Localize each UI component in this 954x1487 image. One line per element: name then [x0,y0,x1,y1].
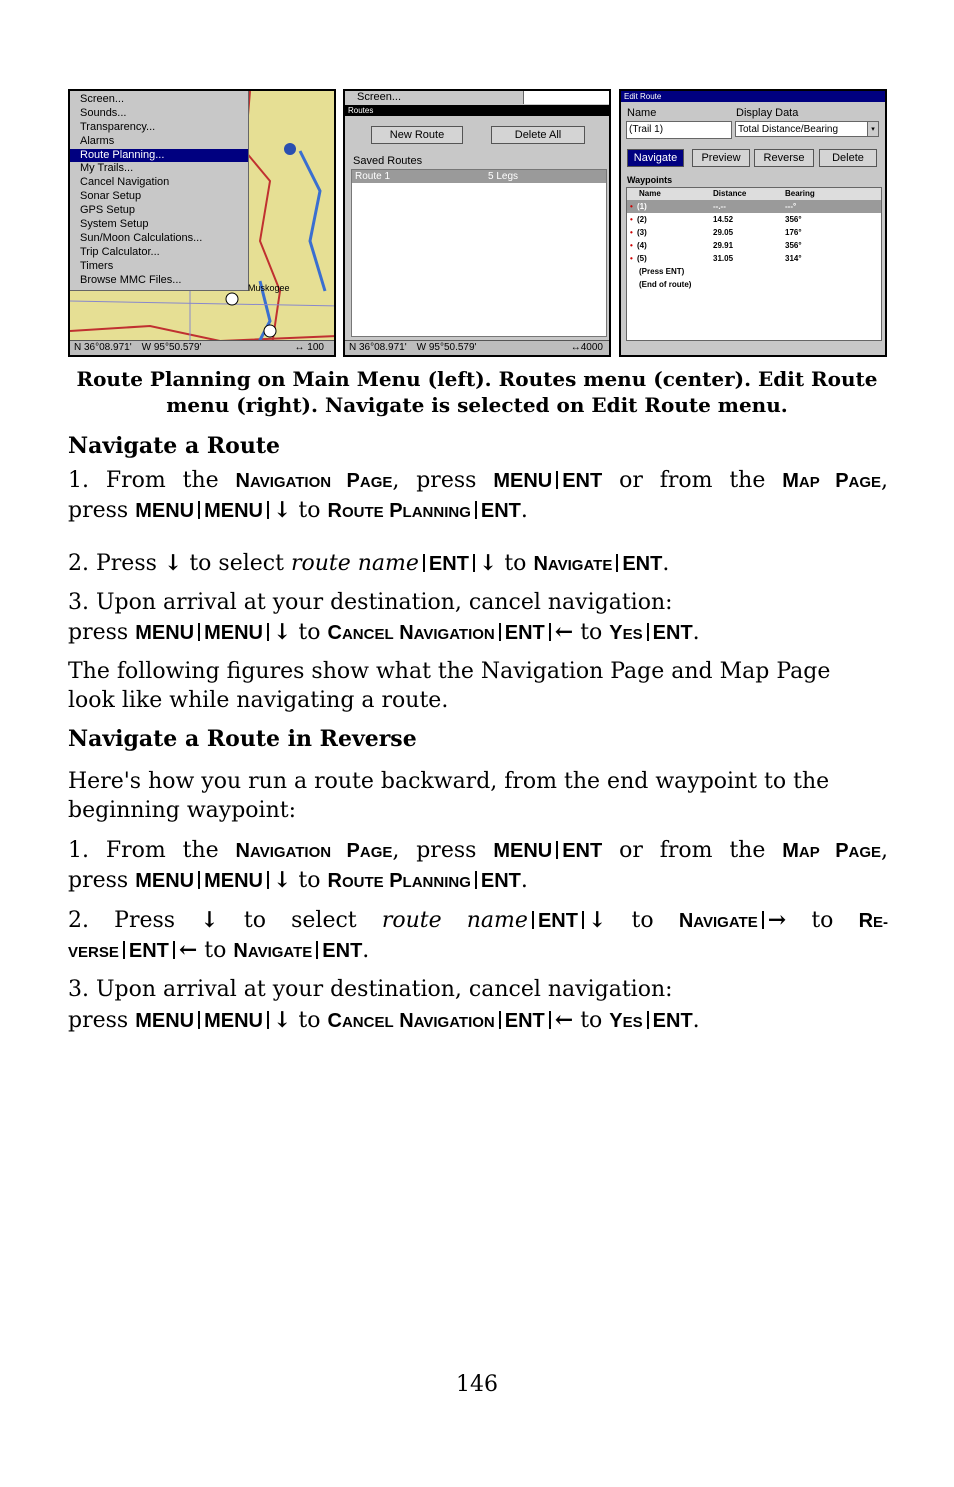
end-of-route-row: (End of route) [639,280,692,289]
chevron-down-icon: ▾ [867,122,878,136]
s1-step1-line2: press MENU MENU ↓ to ROUTE PLANNING ENT. [68,497,528,523]
saved-routes-label: Saved Routes [353,155,423,167]
menu-item[interactable]: Trip Calculator... [80,245,160,258]
s1-step3-line1: 3. Upon arrival at your destination, cancel navigation: [68,590,673,615]
waypoint-distance: 31.05 [713,254,734,263]
table-header [627,188,881,200]
route-name: Route 1 [355,171,391,182]
menu-item[interactable]: Transparency... [80,120,156,133]
navigate-button[interactable]: Navigate [627,149,684,167]
main-menu [70,91,249,291]
map-strip [523,91,611,104]
waypoint-distance: 14.52 [713,215,734,224]
s1-paragraph: The following figures show what the Navigation Page and Map Page look like while navigating a route. [68,659,831,713]
waypoint-dot-icon: • [630,254,633,263]
s2-step2-line2: VERSE ENT ← to NAVIGATE ENT. [68,937,370,963]
delete-all-button[interactable]: Delete All [491,126,585,144]
s2-step1-line1: 1. From the NAVIGATION PAGE, press MENU ENT or from the MAP PAGE, [68,838,889,863]
s2-intro: Here's how you run a route backward, from the end waypoint to the beginning waypoint: [68,769,830,823]
delete-button[interactable]: Delete [819,149,877,167]
route-row[interactable] [352,170,606,183]
status-latitude: N 36°08.971' [349,342,407,353]
preview-button[interactable]: Preview [692,149,750,167]
status-zoom: ↔4000 [570,342,603,353]
status-bar [70,340,334,355]
heading-navigate-route-reverse: Navigate a Route in Reverse [68,726,417,752]
s2-step3-line1: 3. Upon arrival at your destination, cancel navigation: [68,977,673,1002]
waypoint-name: (1) [637,202,647,211]
s2-step2-line1: 2. Press ↓ to select route name ENT ↓ to NAVIGATE → to RE- [68,907,889,933]
waypoint-row[interactable] [627,200,881,213]
menu-item[interactable]: GPS Setup [80,204,136,217]
menu-item[interactable]: Route Planning... [70,149,248,163]
waypoint-bearing: ---° [785,202,797,211]
waypoints-label: Waypoints [627,175,673,185]
waypoint-dot-icon: • [630,228,633,237]
status-longitude: W 95°50.579' [141,342,202,353]
waypoint-distance: --.-- [713,202,726,211]
waypoint-row[interactable] [627,226,881,239]
name-field[interactable]: (Trail 1) [626,121,732,139]
waypoint-bearing: 356° [785,241,802,250]
caption-line-2: menu (right). Navigate is selected on Edit Route menu. [166,393,788,417]
waypoint-dot-icon: • [630,202,633,211]
waypoint-name: (3) [637,228,647,237]
menu-item[interactable]: System Setup [80,218,149,231]
waypoint-name: (2) [637,215,647,224]
screenshot-main-menu [68,89,336,357]
reverse-button[interactable]: Reverse [754,149,814,167]
waypoint-name: (5) [637,254,647,263]
waypoint-distance: 29.91 [713,241,734,250]
menu-item[interactable]: My Trails... [80,162,134,175]
status-latitude: N 36°08.971' [74,342,132,353]
menu-item[interactable]: Cancel Navigation [80,176,170,189]
menu-item[interactable]: Sonar Setup [80,190,142,203]
s2-step1-line2: press MENU MENU ↓ to ROUTE PLANNING ENT. [68,867,528,893]
display-data-select[interactable] [735,121,879,137]
routes-title-bar: Routes [345,105,611,116]
map-city-label: Muskogee [248,283,290,293]
saved-routes-list [351,169,607,337]
menu-item[interactable]: Browse MMC Files... [80,273,182,286]
figure-caption [60,366,894,418]
s1-step2: 2. Press ↓ to select route name ENT ↓ to NAVIGATE ENT. [68,550,670,576]
waypoint-row[interactable] [627,213,881,226]
waypoint-name: (4) [637,241,647,250]
name-label: Name [627,107,657,119]
waypoint-dot-icon: • [630,215,633,224]
column-name: Name [639,189,661,198]
press-ent-row[interactable]: (Press ENT) [639,267,685,276]
edit-route-title-bar: Edit Route [621,91,885,102]
waypoints-table [626,187,882,341]
status-longitude: W 95°50.579' [416,342,477,353]
menu-item[interactable]: Sounds... [80,106,127,119]
waypoint-row[interactable] [627,252,881,265]
menu-item[interactable]: Alarms [80,134,115,147]
waypoint-bearing: 176° [785,228,802,237]
caption-line-1: Route Planning on Main Menu (left). Routes menu (center). Edit Route [76,367,878,391]
menu-item[interactable]: Timers [80,259,114,272]
menu-item[interactable]: Sun/Moon Calculations... [80,231,203,244]
display-data-label: Display Data [736,107,799,119]
heading-navigate-route: Navigate a Route [68,433,280,459]
waypoint-row[interactable] [627,239,881,252]
column-bearing: Bearing [785,189,815,198]
status-bar [345,340,609,355]
s1-step1-line1: 1. From the NAVIGATION PAGE, press MENU ENT or from the MAP PAGE, [68,468,889,493]
waypoint-distance: 29.05 [713,228,734,237]
menu-item[interactable]: Screen... [80,93,125,105]
column-distance: Distance [713,189,747,198]
waypoint-bearing: 314° [785,254,802,263]
screenshot-edit-route [619,89,887,357]
s1-step3-line2: press MENU MENU ↓ to CANCEL NAVIGATION ENT ← to YES ENT. [68,619,700,645]
page-number: 146 [456,1372,498,1397]
screenshot-routes-menu [343,89,611,357]
waypoint-dot-icon: • [630,241,633,250]
waypoint-bearing: 356° [785,215,802,224]
new-route-button[interactable]: New Route [371,126,463,144]
display-data-value: Total Distance/Bearing [738,124,839,135]
route-legs: 5 Legs [488,171,519,182]
status-zoom: ↔ 100 [294,342,324,353]
s2-step3-line2: press MENU MENU ↓ to CANCEL NAVIGATION ENT ← to YES ENT. [68,1007,700,1033]
menu-top-item: Screen... [357,91,402,103]
